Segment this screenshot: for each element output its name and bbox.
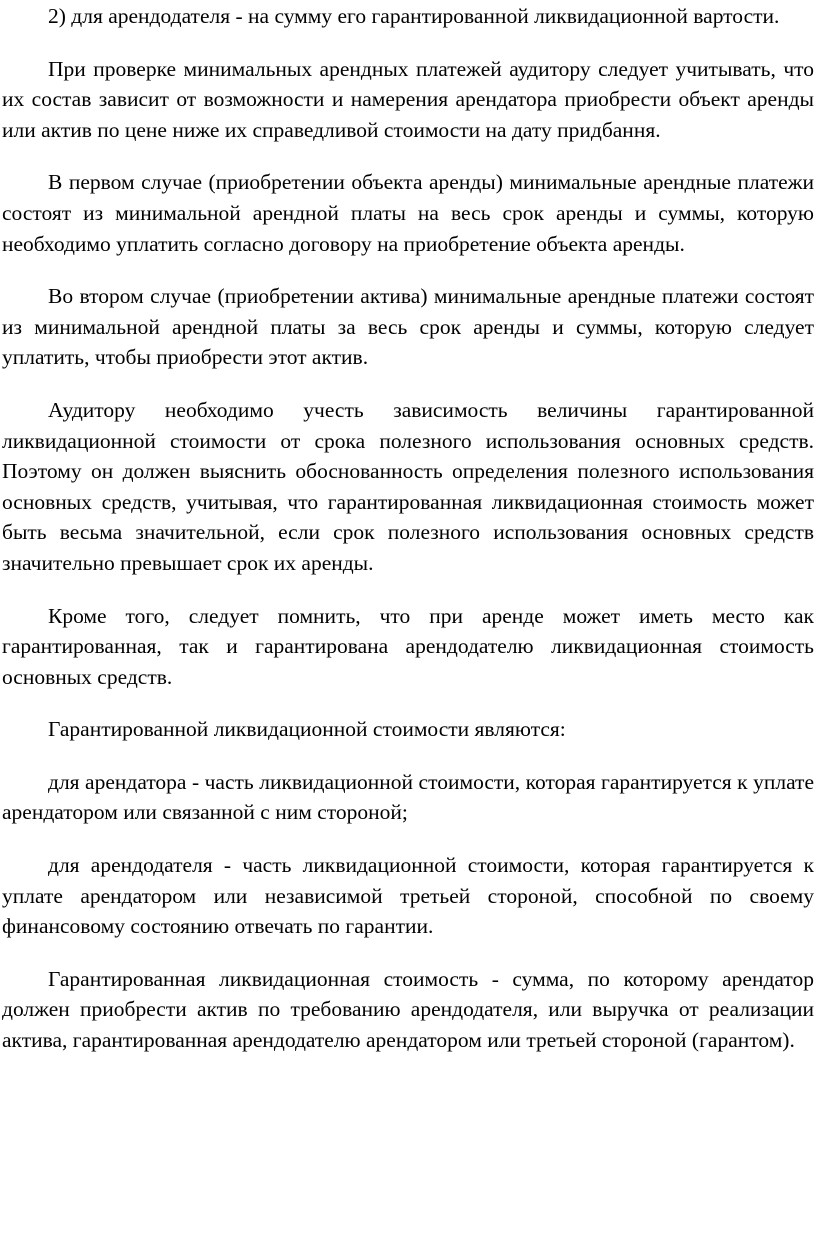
paragraph-definition: Гарантированная ликвидационная стоимость - сумма, по которому арендатор должен приобрести актив по требованию арендодателя, или выручка от реализации актива, гарантированная арендодателю арендатором или третьей стороной (гарантом).	[2, 966, 814, 1053]
paragraph-minimum-payments-check: При проверке минимальных арендных платежей аудитору следует учитывать, что их состав зависит от возможности и намерения арендатора приобрести объект аренды или актив по цене ниже их справедливой стоимости на дату придбання.	[2, 56, 814, 142]
paragraph-lessor-sum: 2) для арендодателя - на сумму его гарантированной ликвидационной вартости.	[48, 4, 780, 28]
paragraph-for-lessor: для арендодателя - часть ликвидационной стоимости, которая гарантируется к уплате арендатором или независимой третьей стороной, способной по своему финансовому состоянию отвечать по гарантии.	[2, 853, 814, 939]
paragraph-guaranteed-heading: Гарантированной ликвидационной стоимости являются:	[48, 717, 566, 742]
paragraph-useful-life: Аудитору необходимо учесть зависимость величины гарантированной ликвидационной стоимости от срока полезного использования основных средств. Поэтому он должен выяснить обоснованность определения полезного использования основных средств, учитывая, что гарантированная ликвидационная стоимость может быть весьма значительной, если срок полезного использования основных средств значительно превышает срок их аренды.	[2, 397, 814, 575]
paragraph-first-case: В первом случае (приобретении объекта аренды) минимальные арендные платежи состоят из минимальной арендной платы на весь срок аренды и суммы, которую необходимо уплатить согласно договору на приобретение объекта аренды.	[2, 170, 814, 256]
paragraph-for-lessee: для арендатора - часть ликвидационной стоимости, которая гарантируется к уплате арендатором или связанной с ним стороной;	[2, 769, 814, 825]
paragraph-guaranteed-types: Кроме того, следует помнить, что при аренде может иметь место как гарантированная, так и гарантирована арендодателю ликвидационная стоимость основных средств.	[2, 603, 814, 689]
paragraph-second-case: Во втором случае (приобретении актива) минимальные арендные платежи состоят из минимальной арендной платы за весь срок аренды и суммы, которую следует уплатить, чтобы приобрести этот актив.	[2, 284, 814, 370]
